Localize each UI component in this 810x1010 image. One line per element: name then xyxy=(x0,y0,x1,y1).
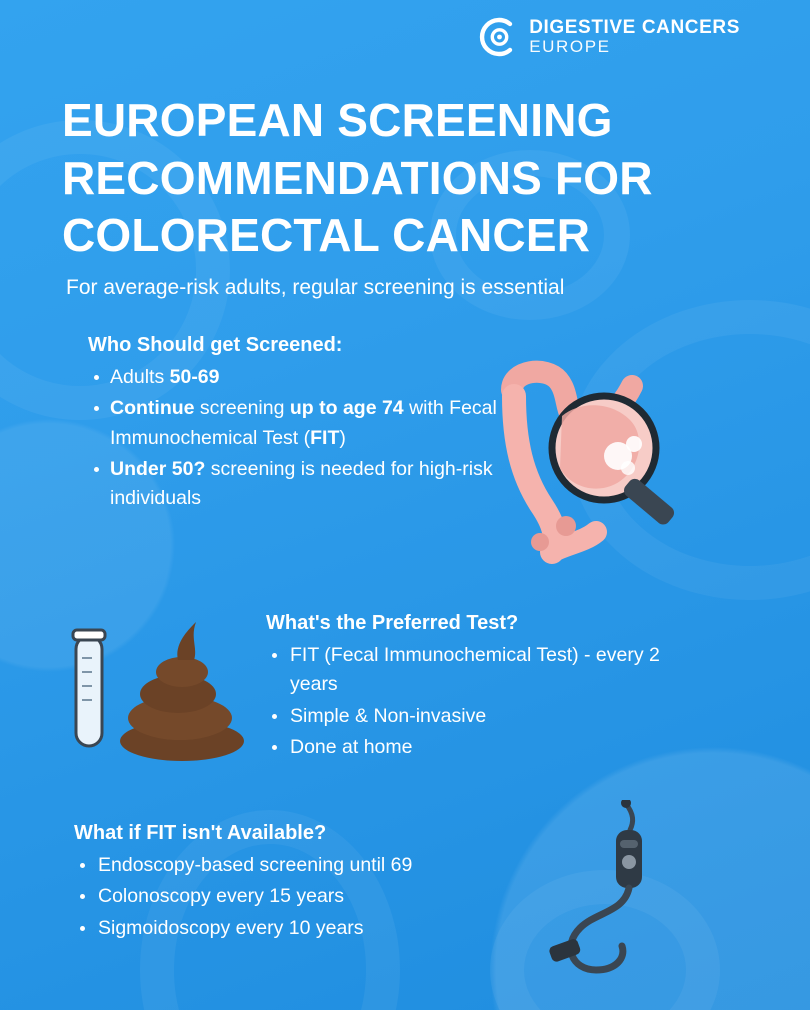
section-heading: What if FIT isn't Available? xyxy=(74,822,327,844)
section-heading: What's the Preferred Test? xyxy=(266,612,519,634)
list-item: Sigmoidoscopy every 10 years xyxy=(74,914,634,943)
list-item: Colonoscopy every 15 years xyxy=(74,882,634,911)
digestive-cancers-europe-logo-icon xyxy=(475,16,517,58)
section-preferred-test xyxy=(266,612,666,764)
page-title: EUROPEAN SCREENING RECOMMENDATIONS FOR COLORECTAL CANCER xyxy=(62,94,653,261)
endoscope-illustration xyxy=(530,800,700,980)
logo xyxy=(475,16,740,58)
list-item: FIT (Fecal Immunochemical Test) - every 2 years xyxy=(266,641,666,700)
stool-sample-tube-illustration xyxy=(70,608,265,768)
page-subtitle: For average-risk adults, regular screening is essential xyxy=(66,276,565,299)
list-item: Adults 50-69 xyxy=(88,363,508,392)
list-item: Done at home xyxy=(266,733,666,762)
bullet-list xyxy=(266,641,666,762)
list-item: Simple & Non-invasive xyxy=(266,702,666,731)
logo-line-2: EUROPE xyxy=(529,37,611,57)
section-heading: Who Should get Screened: xyxy=(88,334,343,356)
section-who-should-get-screened xyxy=(88,334,508,515)
list-item: Under 50? screening is needed for high-risk individuals xyxy=(88,455,508,514)
bullet-list xyxy=(88,363,508,513)
colon-magnifier-illustration xyxy=(492,356,692,566)
list-item: Endoscopy-based screening until 69 xyxy=(74,851,634,880)
logo-line-1: DIGESTIVE CANCERS xyxy=(529,17,740,39)
list-item: Continue screening up to age 74 with Fecal Immunochemical Test (FIT) xyxy=(88,394,508,453)
logo-text xyxy=(529,18,740,56)
